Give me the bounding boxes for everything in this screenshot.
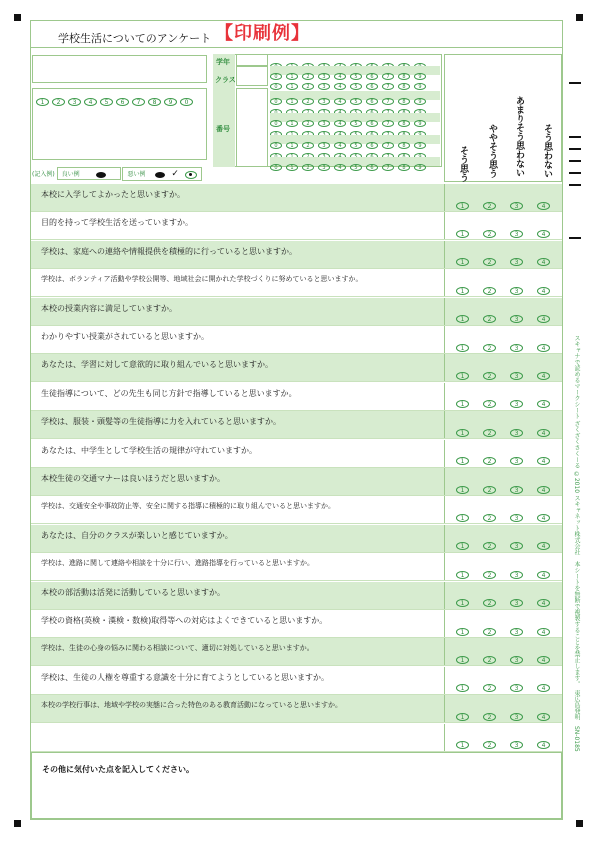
partial-mark-icon bbox=[155, 172, 165, 178]
answer-bubble-3[interactable]: 3 bbox=[510, 429, 523, 437]
id-digit-bubble[interactable]: 0 bbox=[270, 73, 282, 80]
column-divider bbox=[444, 610, 445, 637]
question-row bbox=[31, 468, 562, 496]
id-digit-bubble[interactable]: 3 bbox=[318, 83, 330, 90]
digit-bubble[interactable]: 8 bbox=[148, 98, 161, 106]
id-digit-bubble[interactable]: 2 bbox=[302, 98, 314, 105]
column-divider bbox=[444, 440, 445, 467]
corner-mark-tl bbox=[14, 14, 21, 21]
id-digit-bubble[interactable]: 6 bbox=[366, 98, 378, 105]
answer-bubble-1[interactable]: 1 bbox=[456, 571, 469, 579]
answer-bubble-4[interactable]: 4 bbox=[537, 400, 550, 408]
question-row bbox=[31, 440, 562, 468]
id-digit-bubble[interactable]: 8 bbox=[398, 83, 410, 90]
class-label: クラス bbox=[215, 76, 236, 84]
answer-bubble-1[interactable]: 1 bbox=[456, 514, 469, 522]
question-row bbox=[31, 525, 562, 553]
answer-bubble-3[interactable]: 3 bbox=[510, 628, 523, 636]
answer-bubble-2[interactable]: 2 bbox=[483, 684, 496, 692]
question-text: 学校は、交通安全や事故防止等、安全に関する指導に積極的に取り組んでいると思いますか。 bbox=[41, 502, 335, 511]
question-text: 学校は、家庭への連絡や情報提供を積極的に行っていると思いますか。 bbox=[41, 246, 297, 256]
number-write-box[interactable] bbox=[236, 88, 268, 167]
answer-bubble-3[interactable]: 3 bbox=[510, 344, 523, 352]
answer-bubble-1[interactable]: 1 bbox=[456, 457, 469, 465]
id-bubble-row bbox=[270, 56, 440, 65]
id-digit-bubble[interactable]: 6 bbox=[366, 83, 378, 90]
answer-bubble-2[interactable]: 2 bbox=[483, 230, 496, 238]
id-digit-bubble[interactable]: 7 bbox=[382, 98, 394, 105]
digit-bubble[interactable]: 2 bbox=[52, 98, 65, 106]
question-text: 本校の授業内容に満足していますか。 bbox=[41, 303, 177, 313]
answer-bubbles bbox=[456, 593, 564, 612]
legend-good: 良い例 bbox=[61, 171, 80, 178]
question-text: あなたは、中学生として学校生活の規律が守れていますか。 bbox=[41, 445, 257, 455]
answer-bubble-2[interactable]: 2 bbox=[483, 287, 496, 295]
id-bubble-row bbox=[270, 113, 440, 127]
id-digit-bubble[interactable]: 2 bbox=[302, 120, 314, 127]
header-somewhat-agree: ややそう思う bbox=[487, 124, 497, 178]
answer-bubble-4[interactable]: 4 bbox=[537, 287, 550, 295]
answer-bubble-4[interactable]: 4 bbox=[537, 457, 550, 465]
answer-bubble-2[interactable]: 2 bbox=[483, 571, 496, 579]
print-sample-label: 【印刷例】 bbox=[215, 23, 310, 44]
digit-bubble[interactable]: 7 bbox=[132, 98, 145, 106]
question-text: 生徒指導について、どの先生も同じ方針で指導していると思いますか。 bbox=[41, 388, 297, 398]
answer-bubbles bbox=[456, 394, 564, 413]
id-grid-label-col bbox=[213, 54, 235, 167]
answer-bubble-4[interactable]: 4 bbox=[537, 571, 550, 579]
column-divider bbox=[444, 525, 445, 552]
answer-bubble-4[interactable]: 4 bbox=[537, 230, 550, 238]
answer-bubbles bbox=[456, 280, 564, 299]
answer-bubble-4[interactable]: 4 bbox=[537, 344, 550, 352]
id-digit-bubble[interactable]: 6 bbox=[366, 73, 378, 80]
id-digit-bubble[interactable]: 1 bbox=[286, 120, 298, 127]
id-digit-bubble[interactable]: 1 bbox=[286, 83, 298, 90]
column-divider bbox=[444, 241, 445, 268]
column-divider bbox=[444, 269, 445, 296]
digit-bubble[interactable]: 4 bbox=[84, 98, 97, 106]
id-digit-bubble[interactable]: 7 bbox=[382, 120, 394, 127]
id-digit-bubble[interactable]: 9 bbox=[414, 83, 426, 90]
question-row bbox=[31, 241, 562, 269]
answer-bubbles bbox=[456, 422, 564, 441]
id-bubble-row bbox=[270, 157, 440, 171]
number-label: 番号 bbox=[216, 125, 230, 133]
column-divider bbox=[444, 582, 445, 609]
answer-bubble-1[interactable]: 1 bbox=[456, 315, 469, 323]
answer-bubble-4[interactable]: 4 bbox=[537, 656, 550, 664]
answer-bubble-2[interactable]: 2 bbox=[483, 628, 496, 636]
answer-bubble-2[interactable]: 2 bbox=[483, 202, 496, 210]
id-digit-bubble[interactable]: 1 bbox=[286, 164, 298, 171]
page-title: 学校生活についてのアンケート bbox=[58, 32, 212, 45]
question-text: 本校生徒の交通マナーは良いほうだと思いますか。 bbox=[41, 474, 225, 483]
answer-bubble-1[interactable]: 1 bbox=[456, 287, 469, 295]
answer-bubble-1[interactable]: 1 bbox=[456, 344, 469, 352]
check-mark-icon: ✓ bbox=[171, 169, 179, 179]
digit-bubble[interactable]: 1 bbox=[36, 98, 49, 106]
question-text: 本校に入学してよかったと思いますか。 bbox=[41, 190, 185, 199]
id-digit-bubble[interactable]: 2 bbox=[302, 164, 314, 171]
answer-bubble-1[interactable]: 1 bbox=[456, 400, 469, 408]
answer-bubble-4[interactable]: 4 bbox=[537, 202, 550, 210]
id-digit-bubble[interactable]: 4 bbox=[334, 98, 346, 105]
answer-bubble-3[interactable]: 3 bbox=[510, 400, 523, 408]
question-text: 学校は、生徒の心身の悩みに関わる相談について、適切に対処していると思いますか。 bbox=[41, 644, 314, 653]
answer-bubble-4[interactable]: 4 bbox=[537, 599, 550, 607]
answer-bubble-1[interactable]: 1 bbox=[456, 486, 469, 494]
answer-bubbles bbox=[456, 564, 564, 583]
answer-bubbles bbox=[456, 507, 564, 526]
corner-mark-tr bbox=[576, 14, 583, 21]
answer-bubble-2[interactable]: 2 bbox=[483, 542, 496, 550]
answer-bubbles bbox=[456, 621, 564, 640]
filled-mark-icon bbox=[96, 172, 106, 178]
grade-label: 学年 bbox=[216, 58, 230, 66]
column-divider bbox=[444, 383, 445, 410]
question-text: 学校の資格(英検・漢検・数検)取得等への対応はよくできていると思いますか。 bbox=[41, 616, 328, 625]
id-digit-bubble[interactable]: 4 bbox=[334, 164, 346, 171]
answer-bubble-2[interactable]: 2 bbox=[483, 400, 496, 408]
column-divider bbox=[444, 638, 445, 665]
answer-bubble-1[interactable]: 1 bbox=[456, 230, 469, 238]
id-digit-bubble[interactable]: 6 bbox=[366, 164, 378, 171]
answer-bubbles bbox=[456, 252, 564, 271]
answer-bubble-3[interactable]: 3 bbox=[510, 542, 523, 550]
question-row bbox=[31, 638, 562, 666]
id-bubble-row bbox=[270, 146, 440, 155]
id-digit-bubble[interactable]: 9 bbox=[414, 164, 426, 171]
id-digit-bubble[interactable]: 0 bbox=[270, 164, 282, 171]
answer-bubble-3[interactable]: 3 bbox=[510, 741, 523, 749]
question-text: あなたは、学習に対して意欲的に取り組んでいると思いますか。 bbox=[41, 360, 273, 370]
answer-bubble-3[interactable]: 3 bbox=[510, 372, 523, 380]
column-divider bbox=[444, 298, 445, 325]
answer-bubble-2[interactable]: 2 bbox=[483, 372, 496, 380]
id-digit-bubble[interactable]: 2 bbox=[302, 142, 314, 149]
column-divider bbox=[444, 468, 445, 495]
question-row bbox=[31, 695, 562, 723]
id-digit-bubble[interactable]: 3 bbox=[318, 164, 330, 171]
id-digit-bubble[interactable]: 4 bbox=[334, 120, 346, 127]
question-text: 学校は、生徒の人権を尊重する意識を十分に育てようとしていると思いますか。 bbox=[41, 672, 329, 682]
answer-bubble-3[interactable]: 3 bbox=[510, 486, 523, 494]
question-text: 目的を持って学校生活を送っていますか。 bbox=[41, 218, 193, 228]
id-digit-bubble[interactable]: 1 bbox=[286, 98, 298, 105]
answer-bubble-4[interactable]: 4 bbox=[537, 372, 550, 380]
answer-bubbles bbox=[456, 223, 564, 242]
column-divider bbox=[444, 184, 445, 211]
timing-mark bbox=[569, 136, 581, 138]
question-row bbox=[31, 411, 562, 439]
answer-bubble-2[interactable]: 2 bbox=[483, 457, 496, 465]
id-digit-bubble[interactable]: 0 bbox=[270, 98, 282, 105]
question-row bbox=[31, 667, 562, 695]
timing-mark bbox=[569, 82, 581, 84]
id-bubble-row bbox=[270, 102, 440, 111]
corner-mark-bl bbox=[14, 820, 21, 827]
question-row bbox=[31, 184, 562, 212]
id-digit-bubble[interactable]: 8 bbox=[398, 98, 410, 105]
answer-bubble-1[interactable]: 1 bbox=[456, 741, 469, 749]
comment-label: その他に気付いた点を記入してください。 bbox=[42, 765, 194, 774]
id-digit-bubble[interactable]: 4 bbox=[334, 73, 346, 80]
dot-mark-icon bbox=[185, 171, 197, 179]
question-row bbox=[31, 326, 562, 354]
question-row bbox=[31, 496, 562, 524]
answer-bubble-3[interactable]: 3 bbox=[510, 599, 523, 607]
id-digit-bubble[interactable]: 2 bbox=[302, 83, 314, 90]
header-disagree: そう思わない bbox=[542, 124, 552, 178]
answer-bubble-3[interactable]: 3 bbox=[510, 571, 523, 579]
digit-bubble[interactable]: 0 bbox=[180, 98, 193, 106]
answer-bubble-3[interactable]: 3 bbox=[510, 230, 523, 238]
header-somewhat-disagree: あまりそう思わない bbox=[514, 96, 524, 177]
question-row bbox=[31, 553, 562, 581]
question-text: あなたは、自分のクラスが楽しいと感じていますか。 bbox=[41, 530, 233, 540]
timing-mark bbox=[569, 148, 581, 150]
question-row bbox=[31, 383, 562, 411]
answer-bubble-2[interactable]: 2 bbox=[483, 344, 496, 352]
answer-bubble-2[interactable]: 2 bbox=[483, 713, 496, 721]
id-digit-bubble[interactable]: 0 bbox=[270, 120, 282, 127]
id-digit-bubble[interactable]: 4 bbox=[334, 142, 346, 149]
answer-bubble-3[interactable]: 3 bbox=[510, 656, 523, 664]
answer-bubble-4[interactable]: 4 bbox=[537, 258, 550, 266]
id-digit-bubble[interactable]: 9 bbox=[414, 142, 426, 149]
answer-bubble-4[interactable]: 4 bbox=[537, 684, 550, 692]
class-write-box[interactable] bbox=[236, 66, 268, 86]
answer-bubble-2[interactable]: 2 bbox=[483, 656, 496, 664]
id-digit-bubble[interactable]: 3 bbox=[318, 98, 330, 105]
column-divider bbox=[444, 354, 445, 381]
column-divider bbox=[444, 496, 445, 523]
answer-bubble-4[interactable]: 4 bbox=[537, 628, 550, 636]
id-digit-bubble[interactable]: 8 bbox=[398, 164, 410, 171]
answer-bubble-4[interactable]: 4 bbox=[537, 741, 550, 749]
question-text: 学校は、ボランティア活動や学校公開等、地域社会に開かれた学校づくりに努めていると思いますか。 bbox=[41, 275, 363, 284]
question-row bbox=[31, 582, 562, 610]
corner-mark-br bbox=[576, 820, 583, 827]
id-digit-bubble[interactable]: 9 bbox=[414, 73, 426, 80]
question-text: わかりやすい授業がされていると思いますか。 bbox=[41, 332, 209, 341]
id-digit-bubble[interactable]: 8 bbox=[398, 142, 410, 149]
answer-bubbles bbox=[456, 451, 564, 470]
question-text: 学校は、服装・頭髪等の生徒指導に力を入れていると思いますか。 bbox=[41, 417, 281, 427]
question-row bbox=[31, 724, 562, 752]
id-digit-bubble[interactable]: 5 bbox=[350, 120, 362, 127]
answer-bubble-4[interactable]: 4 bbox=[537, 542, 550, 550]
digit-bubble[interactable]: 3 bbox=[68, 98, 81, 106]
id-digit-bubble[interactable]: 8 bbox=[398, 120, 410, 127]
answer-bubble-4[interactable]: 4 bbox=[537, 315, 550, 323]
id-digit-bubble[interactable]: 7 bbox=[382, 164, 394, 171]
id-digit-bubble[interactable]: 2 bbox=[302, 73, 314, 80]
answer-bubbles bbox=[456, 536, 564, 555]
column-divider bbox=[444, 553, 445, 580]
id-digit-bubble[interactable]: 5 bbox=[350, 83, 362, 90]
digit-bubble[interactable]: 6 bbox=[116, 98, 129, 106]
column-divider bbox=[444, 695, 445, 722]
id-digit-bubble[interactable]: 9 bbox=[414, 120, 426, 127]
answer-bubbles bbox=[456, 337, 564, 356]
question-row bbox=[31, 298, 562, 326]
grade-write-box[interactable] bbox=[236, 54, 268, 66]
answer-bubble-3[interactable]: 3 bbox=[510, 202, 523, 210]
id-digit-bubble[interactable]: 6 bbox=[366, 142, 378, 149]
answer-bubbles bbox=[456, 309, 564, 328]
id-digit-bubble[interactable]: 3 bbox=[318, 73, 330, 80]
answer-bubble-1[interactable]: 1 bbox=[456, 202, 469, 210]
answer-bubbles bbox=[456, 678, 564, 697]
answer-bubble-2[interactable]: 2 bbox=[483, 741, 496, 749]
id-digit-bubble[interactable]: 1 bbox=[286, 73, 298, 80]
timing-mark bbox=[569, 172, 581, 174]
answer-bubble-4[interactable]: 4 bbox=[537, 486, 550, 494]
answer-bubble-1[interactable]: 1 bbox=[456, 258, 469, 266]
id-digit-bubble[interactable]: 0 bbox=[270, 142, 282, 149]
comment-box[interactable] bbox=[31, 752, 562, 819]
digit-bubble[interactable]: 5 bbox=[100, 98, 113, 106]
id-digit-bubble[interactable]: 5 bbox=[350, 73, 362, 80]
answer-bubble-3[interactable]: 3 bbox=[510, 457, 523, 465]
question-row bbox=[31, 354, 562, 382]
answer-bubble-1[interactable]: 1 bbox=[456, 372, 469, 380]
question-text: 本校の部活動は活発に活動していると思いますか。 bbox=[41, 587, 225, 597]
legend bbox=[32, 167, 202, 181]
id-digit-bubble[interactable]: 7 bbox=[382, 83, 394, 90]
timing-mark bbox=[569, 237, 581, 239]
id-digit-bubble[interactable]: 9 bbox=[414, 98, 426, 105]
side-notice: スキャナで読めるマークシート ざくざくさくーる ©2010 スキャネット株式会社 本シートを無断で複製することを禁止します。 東広島発明 SN-0185 bbox=[573, 335, 580, 752]
column-divider bbox=[444, 667, 445, 694]
answer-bubble-2[interactable]: 2 bbox=[483, 429, 496, 437]
id-digit-bubble[interactable]: 5 bbox=[350, 164, 362, 171]
column-divider bbox=[444, 212, 445, 239]
question-row bbox=[31, 610, 562, 638]
id-digit-bubble[interactable]: 8 bbox=[398, 73, 410, 80]
answer-bubble-1[interactable]: 1 bbox=[456, 429, 469, 437]
answer-bubble-3[interactable]: 3 bbox=[510, 514, 523, 522]
header-agree: そう思う bbox=[458, 146, 468, 182]
answer-bubbles bbox=[456, 479, 564, 498]
answer-bubbles bbox=[456, 649, 564, 668]
question-text: 本校の学校行事は、地域や学校の実態に合った特色のある教育活動になっていると思いますか。 bbox=[41, 701, 342, 710]
column-divider bbox=[444, 724, 445, 751]
answer-bubble-3[interactable]: 3 bbox=[510, 684, 523, 692]
legend-bad: 悪い例 bbox=[127, 171, 146, 178]
answer-bubble-2[interactable]: 2 bbox=[483, 514, 496, 522]
column-divider bbox=[444, 326, 445, 353]
answer-bubble-1[interactable]: 1 bbox=[456, 656, 469, 664]
id-digit-bubble[interactable]: 5 bbox=[350, 142, 362, 149]
answer-bubble-1[interactable]: 1 bbox=[456, 599, 469, 607]
id-bubble-row bbox=[270, 66, 440, 80]
answer-bubble-1[interactable]: 1 bbox=[456, 542, 469, 550]
answer-bubble-1[interactable]: 1 bbox=[456, 713, 469, 721]
id-bubble-row bbox=[270, 91, 440, 105]
id-digit-bubble[interactable]: 3 bbox=[318, 120, 330, 127]
question-row bbox=[31, 212, 562, 240]
legend-prefix: (記入例) bbox=[32, 171, 55, 178]
answer-bubble-3[interactable]: 3 bbox=[510, 258, 523, 266]
column-divider bbox=[444, 411, 445, 438]
id-digit-bubble[interactable]: 0 bbox=[270, 83, 282, 90]
answer-bubble-2[interactable]: 2 bbox=[483, 315, 496, 323]
answer-bubbles bbox=[456, 735, 564, 754]
id-bubble-row bbox=[270, 124, 440, 133]
id-digit-bubble[interactable]: 5 bbox=[350, 98, 362, 105]
id-digit-bubble[interactable]: 3 bbox=[318, 142, 330, 149]
answer-bubble-2[interactable]: 2 bbox=[483, 258, 496, 266]
answer-bubbles bbox=[456, 365, 564, 384]
answer-bubble-4[interactable]: 4 bbox=[537, 713, 550, 721]
id-bubble-row bbox=[270, 135, 440, 149]
digit-bubbles bbox=[36, 91, 196, 110]
question-row bbox=[31, 269, 562, 297]
answer-bubble-2[interactable]: 2 bbox=[483, 486, 496, 494]
digit-bubble[interactable]: 9 bbox=[164, 98, 177, 106]
answer-bubble-3[interactable]: 3 bbox=[510, 315, 523, 323]
id-digit-bubble[interactable]: 7 bbox=[382, 142, 394, 149]
answer-bubble-1[interactable]: 1 bbox=[456, 684, 469, 692]
answer-bubble-4[interactable]: 4 bbox=[537, 514, 550, 522]
id-bubble-row bbox=[270, 76, 440, 90]
name-box[interactable] bbox=[32, 55, 207, 83]
answer-bubble-3[interactable]: 3 bbox=[510, 287, 523, 295]
answer-bubble-1[interactable]: 1 bbox=[456, 628, 469, 636]
answer-bubble-3[interactable]: 3 bbox=[510, 713, 523, 721]
answer-bubble-2[interactable]: 2 bbox=[483, 599, 496, 607]
id-digit-bubble[interactable]: 4 bbox=[334, 83, 346, 90]
question-text: 学校は、進路に関して連絡や相談を十分に行い、進路指導を行っていると思いますか。 bbox=[41, 559, 314, 568]
answer-bubble-4[interactable]: 4 bbox=[537, 429, 550, 437]
id-digit-bubble[interactable]: 7 bbox=[382, 73, 394, 80]
timing-mark bbox=[569, 160, 581, 162]
answer-bubbles bbox=[456, 195, 564, 214]
answer-bubbles bbox=[456, 706, 564, 725]
id-digit-bubble[interactable]: 1 bbox=[286, 142, 298, 149]
timing-mark bbox=[569, 184, 581, 186]
id-digit-bubble[interactable]: 6 bbox=[366, 120, 378, 127]
